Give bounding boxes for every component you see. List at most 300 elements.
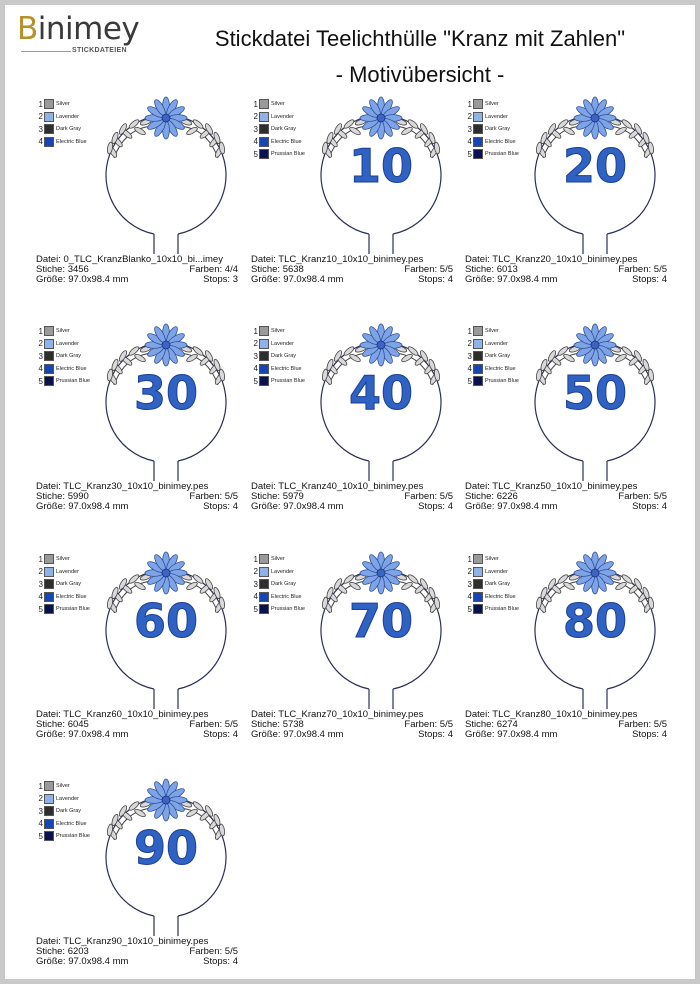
info-label: Stiche: [251,264,281,275]
color-swatch [44,806,54,816]
design-size [36,957,128,967]
color-swatch [44,567,54,577]
color-swatch [259,99,269,109]
legend-number: 2 [38,339,43,349]
legend-number: 3 [253,351,258,361]
info-row [251,275,453,285]
info-row [251,502,453,512]
color-swatch [473,376,483,386]
stop-count [203,957,238,967]
legend-number: 3 [467,579,472,589]
flower-center [162,341,170,349]
motif-graphic [96,778,236,938]
legend-number: 5 [467,149,472,159]
legend-number: 1 [38,781,43,791]
design-preview [36,96,241,256]
legend-color-name: Silver [485,328,499,335]
info-label: Größe: [251,274,281,285]
info-label: Datei: [251,709,276,720]
legend-number: 2 [253,112,258,122]
info-value: TLC_Kranz40_10x10_binimey.pes [278,481,424,492]
motif-number: 20 [562,139,628,193]
legend-number: 2 [467,112,472,122]
info-label: Stiche: [251,719,281,730]
legend-number: 5 [253,604,258,614]
color-swatch [473,149,483,159]
info-label: Größe: [465,501,495,512]
legend-color-name: Silver [271,101,285,108]
legend-number: 4 [467,364,472,374]
design-preview [465,96,670,256]
legend-number: 4 [467,592,472,602]
design-card [36,778,241,978]
info-label: Stiche: [465,264,495,275]
info-value: 5/5 [653,491,667,502]
info-label: Stops: [203,956,231,967]
info-row [465,275,667,285]
info-value: TLC_Kranz90_10x10_binimey.pes [63,936,209,947]
stop-count [203,502,238,512]
info-value: 4 [661,729,667,740]
info-row [465,502,667,512]
color-swatch [473,326,483,336]
info-value: 97.0x98.4 mm [68,956,129,967]
info-label: Größe: [36,501,66,512]
info-label: Stops: [418,274,446,285]
design-card [465,323,670,523]
legend-color-name: Silver [271,328,285,335]
color-swatch [473,137,483,147]
info-value: 6203 [67,946,89,957]
legend-color-name: Prussian Blue [271,151,305,158]
motif-graphic [96,551,236,711]
color-swatch [44,831,54,841]
legend-number: 2 [253,339,258,349]
design-preview [465,323,670,483]
legend-color-name: Dark Gray [485,126,511,133]
color-swatch [259,339,269,349]
logo-wordmark [17,11,139,47]
info-value: 4 [232,729,238,740]
motif-graphic [525,323,665,483]
legend-number: 4 [38,364,43,374]
info-value: 5/5 [439,491,453,502]
info-value: TLC_Kranz70_10x10_binimey.pes [278,709,424,720]
info-label: Stops: [418,501,446,512]
legend-number: 4 [467,137,472,147]
info-value: 97.0x98.4 mm [283,274,344,285]
motif-number: 30 [133,366,199,420]
design-size [36,502,128,512]
legend-number: 2 [467,567,472,577]
info-row [36,275,238,285]
color-swatch [259,137,269,147]
overview-page [5,5,695,979]
info-value: TLC_Kranz60_10x10_binimey.pes [63,709,209,720]
design-info [465,710,667,740]
info-label: Stops: [632,729,660,740]
legend-number: 5 [467,376,472,386]
color-swatch [44,794,54,804]
legend-color-name: Silver [271,556,285,563]
legend-color-name: Silver [485,556,499,563]
wreath-motif [96,778,236,938]
legend-number: 5 [38,376,43,386]
color-swatch [44,137,54,147]
color-swatch [473,604,483,614]
info-label: Datei: [36,936,61,947]
info-label: Stiche: [251,491,281,502]
legend-color-name: Electric Blue [271,365,302,372]
info-value: 97.0x98.4 mm [68,501,129,512]
legend-color-name: Electric Blue [271,593,302,600]
info-label: Stops: [203,501,231,512]
legend-color-name: Prussian Blue [56,606,90,613]
wreath-motif [311,551,451,711]
info-value: 4 [447,274,453,285]
color-swatch [44,819,54,829]
info-label: Datei: [36,254,61,265]
motif-number: 70 [348,594,414,648]
info-row [251,730,453,740]
legend-color-name: Prussian Blue [56,833,90,840]
design-card [251,551,456,751]
motif-graphic [525,551,665,711]
color-swatch [259,124,269,134]
wreath-motif [311,323,451,483]
motif-number: 60 [133,594,199,648]
legend-number: 2 [38,112,43,122]
info-label: Datei: [36,709,61,720]
color-swatch [473,567,483,577]
design-size [36,275,128,285]
legend-color-name: Dark Gray [271,353,297,360]
color-swatch [44,604,54,614]
flower-center [162,796,170,804]
legend-number: 5 [467,604,472,614]
legend-color-name: Electric Blue [485,365,516,372]
motif-graphic [311,323,451,483]
flower-center [162,569,170,577]
legend-color-name: Dark Gray [56,353,82,360]
legend-color-name: Prussian Blue [56,378,90,385]
legend-number: 1 [38,554,43,564]
legend-number: 4 [38,137,43,147]
logo-initial: B [17,11,38,47]
info-value: 97.0x98.4 mm [283,729,344,740]
motif-number: 50 [562,366,628,420]
legend-color-name: Dark Gray [56,126,82,133]
color-swatch [473,339,483,349]
design-preview [36,323,241,483]
info-value: 5/5 [439,264,453,275]
legend-number: 2 [253,567,258,577]
legend-number: 2 [467,339,472,349]
color-swatch [44,376,54,386]
info-value: TLC_Kranz20_10x10_binimey.pes [492,254,638,265]
info-value: 4 [661,274,667,285]
flower-center [377,341,385,349]
info-value: 6013 [496,264,518,275]
legend-number: 1 [38,326,43,336]
info-label: Datei: [251,254,276,265]
info-row [36,730,238,740]
legend-color-name: Prussian Blue [485,606,519,613]
page-title: Stickdatei Teelichthülle "Kranz mit Zahlen" [214,26,626,51]
motif-graphic [525,96,665,256]
color-swatch [44,99,54,109]
legend-color-name: Electric Blue [485,593,516,600]
info-value: 6226 [496,491,518,502]
info-label: Stiche: [36,491,66,502]
color-swatch [473,579,483,589]
design-size [465,730,557,740]
color-swatch [44,364,54,374]
info-label: Größe: [251,729,281,740]
color-swatch [473,99,483,109]
design-preview [36,551,241,711]
legend-number: 1 [38,99,43,109]
wreath-motif [96,96,236,256]
legend-number: 4 [38,819,43,829]
color-swatch [473,112,483,122]
legend-number: 2 [38,794,43,804]
info-label: Größe: [36,729,66,740]
info-value: 3 [232,274,238,285]
design-info [36,255,238,285]
color-swatch [44,351,54,361]
legend-number: 2 [38,567,43,577]
info-label: Stiche: [36,264,66,275]
legend-color-name: Electric Blue [271,138,302,145]
legend-color-name: Dark Gray [271,126,297,133]
info-value: 5990 [67,491,89,502]
info-value: 6274 [496,719,518,730]
legend-color-name: Lavender [56,113,79,120]
info-label: Farben: [189,946,223,957]
info-label: Datei: [465,254,490,265]
info-label: Farben: [618,264,652,275]
logo-divider [21,51,71,52]
color-swatch [44,781,54,791]
design-preview [251,96,456,256]
info-value: 5979 [282,491,304,502]
legend-color-name: Lavender [485,568,508,575]
info-label: Größe: [36,274,66,285]
legend-number: 3 [38,579,43,589]
legend-color-name: Electric Blue [56,820,87,827]
legend-color-name: Silver [485,101,499,108]
info-value: 5638 [282,264,304,275]
flower-center [591,341,599,349]
legend-color-name: Lavender [271,340,294,347]
info-label: Farben: [404,719,438,730]
legend-number: 5 [253,376,258,386]
legend-color-name: Electric Blue [56,593,87,600]
legend-color-name: Dark Gray [485,581,511,588]
legend-color-name: Lavender [271,568,294,575]
info-value: 5738 [282,719,304,730]
wreath-motif [525,323,665,483]
motif-graphic [96,323,236,483]
color-swatch [44,579,54,589]
info-label: Stops: [203,729,231,740]
info-label: Farben: [618,491,652,502]
legend-number: 4 [253,137,258,147]
color-swatch [259,567,269,577]
info-value: 4/4 [224,264,238,275]
color-swatch [259,579,269,589]
legend-number: 5 [253,149,258,159]
wreath-motif [311,96,451,256]
design-size [251,275,343,285]
design-card [251,323,456,523]
design-card [36,96,241,296]
motif-graphic [311,551,451,711]
info-value: 5/5 [439,719,453,730]
info-row [36,957,238,967]
motif-number: 80 [562,594,628,648]
legend-color-name: Lavender [56,795,79,802]
info-label: Stiche: [465,719,495,730]
info-label: Größe: [36,956,66,967]
design-card [36,551,241,751]
info-value: 4 [232,501,238,512]
legend-color-name: Prussian Blue [485,378,519,385]
color-swatch [44,592,54,602]
color-swatch [259,326,269,336]
info-value: TLC_Kranz30_10x10_binimey.pes [63,481,209,492]
legend-color-name: Lavender [56,340,79,347]
design-card [36,323,241,523]
legend-number: 4 [253,592,258,602]
info-label: Datei: [36,481,61,492]
legend-number: 1 [253,554,258,564]
legend-number: 3 [38,806,43,816]
info-label: Farben: [189,491,223,502]
info-label: Stiche: [36,946,66,957]
design-info [36,937,238,967]
design-size [465,502,557,512]
page-subtitle: - Motivübersicht - [335,62,505,87]
color-swatch [473,124,483,134]
motif-number: 40 [348,366,414,420]
info-label: Stiche: [36,719,66,730]
color-swatch [44,339,54,349]
legend-color-name: Lavender [485,340,508,347]
logo-subtitle: STICKDATEIEN [72,47,127,54]
color-swatch [259,351,269,361]
info-value: 6045 [67,719,89,730]
motif-graphic [311,96,451,256]
info-label: Farben: [404,491,438,502]
flower-center [377,569,385,577]
design-card [251,96,456,296]
color-swatch [259,364,269,374]
legend-color-name: Silver [56,783,70,790]
design-preview [465,551,670,711]
design-card [465,551,670,751]
color-swatch [44,326,54,336]
info-row [36,502,238,512]
brand-logo [17,11,152,59]
wreath-motif [96,551,236,711]
flower-center [591,569,599,577]
legend-color-name: Prussian Blue [485,151,519,158]
info-label: Stops: [632,501,660,512]
stop-count [203,730,238,740]
stop-count [203,275,238,285]
design-preview [251,551,456,711]
legend-color-name: Electric Blue [485,138,516,145]
info-value: 4 [661,501,667,512]
legend-number: 1 [253,326,258,336]
legend-color-name: Electric Blue [56,365,87,372]
design-info [251,482,453,512]
info-label: Datei: [465,481,490,492]
info-value: 5/5 [224,946,238,957]
legend-color-name: Silver [56,556,70,563]
info-value: 4 [232,956,238,967]
stop-count [418,502,453,512]
legend-color-name: Dark Gray [485,353,511,360]
color-swatch [259,376,269,386]
design-card [465,96,670,296]
info-label: Stops: [203,274,231,285]
legend-number: 4 [253,364,258,374]
stop-count [418,730,453,740]
color-swatch [259,592,269,602]
flower-center [162,114,170,122]
design-grid [36,96,686,966]
legend-number: 1 [467,326,472,336]
color-swatch [259,149,269,159]
info-label: Datei: [465,709,490,720]
design-size [251,502,343,512]
stop-count [632,502,667,512]
motif-graphic [96,96,236,256]
color-swatch [259,604,269,614]
info-label: Farben: [404,264,438,275]
legend-number: 3 [253,579,258,589]
design-info [465,482,667,512]
info-value: 3456 [67,264,89,275]
logo-rest: inimey [37,11,140,47]
design-size [251,730,343,740]
color-swatch [259,554,269,564]
legend-number: 4 [38,592,43,602]
stop-count [632,730,667,740]
legend-color-name: Dark Gray [271,581,297,588]
wreath-motif [525,551,665,711]
wreath-motif [525,96,665,256]
legend-color-name: Prussian Blue [271,606,305,613]
info-value: TLC_Kranz50_10x10_binimey.pes [492,481,638,492]
info-value: TLC_Kranz10_10x10_binimey.pes [278,254,424,265]
info-value: 97.0x98.4 mm [497,501,558,512]
info-value: 97.0x98.4 mm [497,729,558,740]
design-size [465,275,557,285]
info-value: TLC_Kranz80_10x10_binimey.pes [492,709,638,720]
info-label: Größe: [251,501,281,512]
legend-color-name: Silver [56,328,70,335]
info-value: 5/5 [653,719,667,730]
legend-number: 1 [467,99,472,109]
info-value: 0_TLC_KranzBlanko_10x10_bi...imey [63,254,223,265]
color-swatch [473,592,483,602]
info-value: 97.0x98.4 mm [497,274,558,285]
legend-color-name: Lavender [56,568,79,575]
